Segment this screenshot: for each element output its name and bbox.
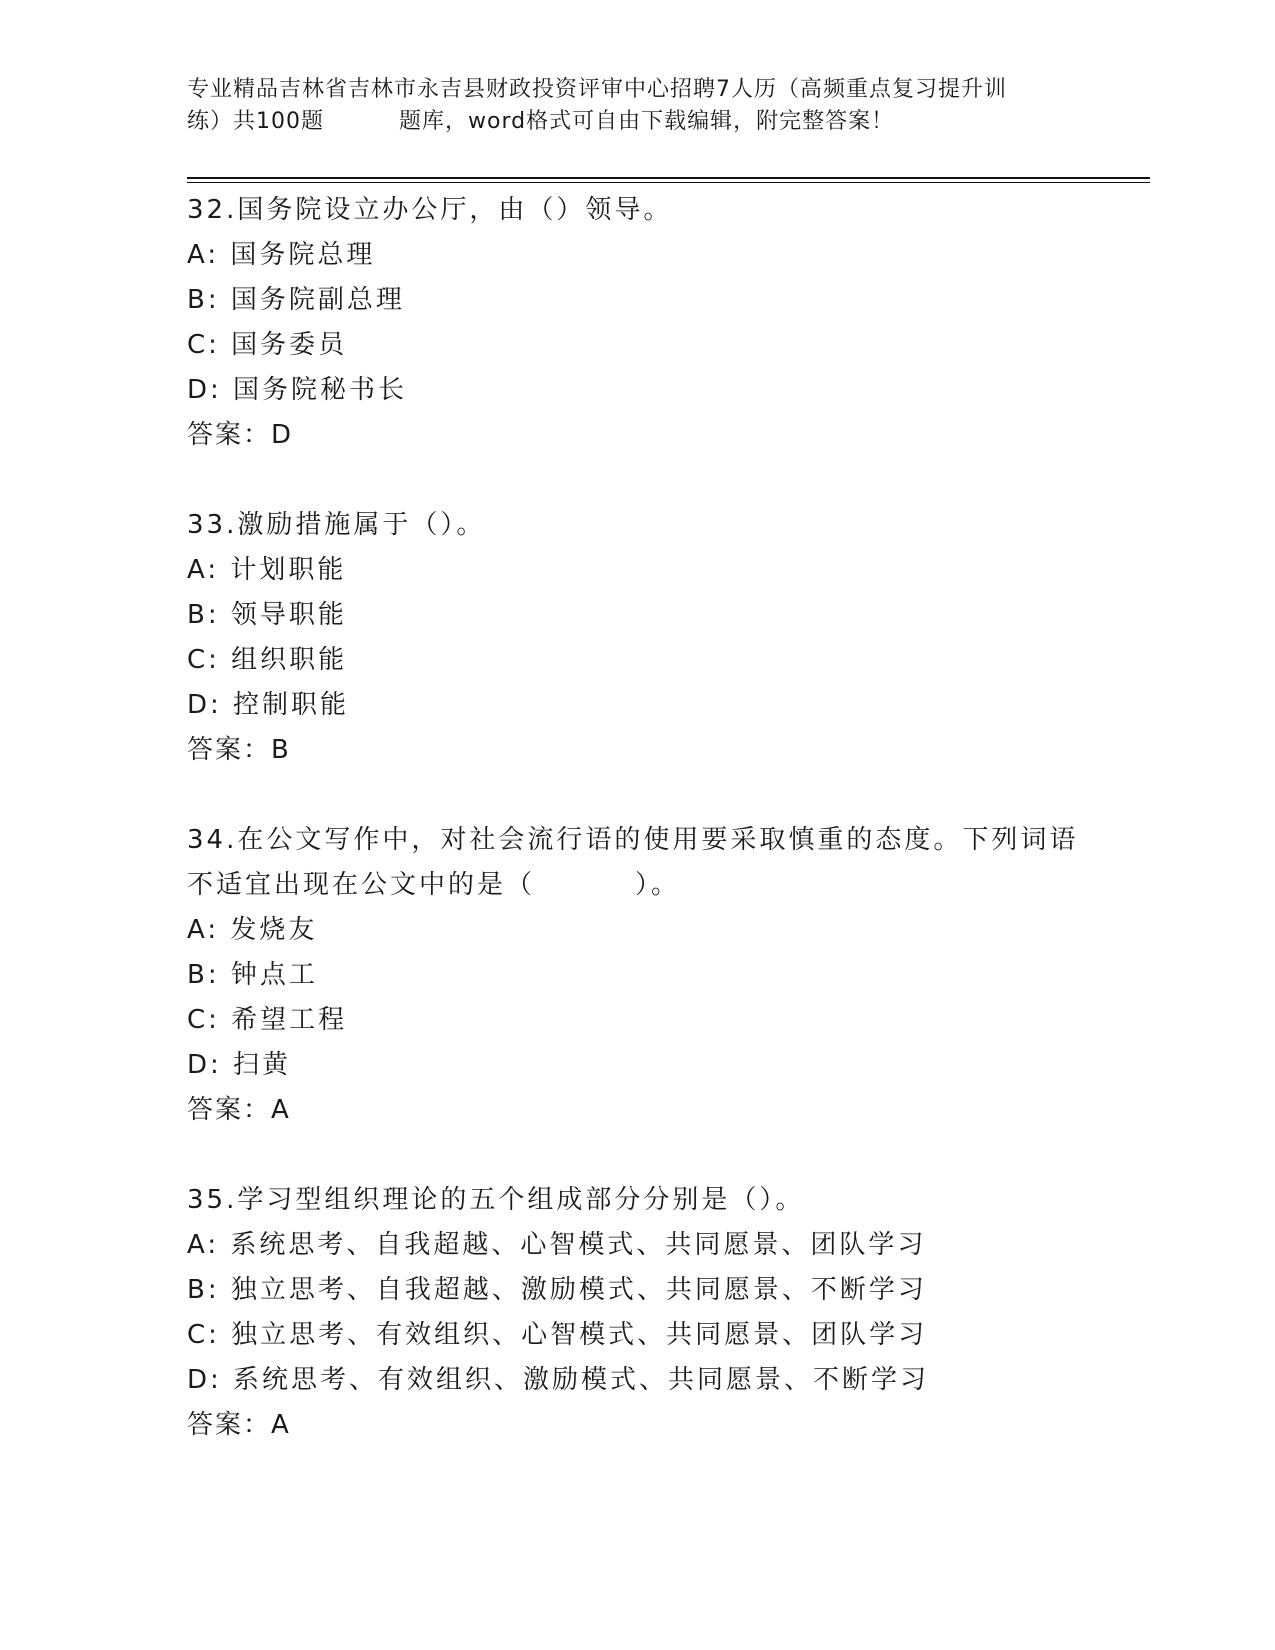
document-header	[187, 74, 1087, 138]
question-33	[187, 503, 1087, 773]
option-c: C: 希望工程	[187, 1005, 348, 1035]
option-d: D: 系统思考、有效组织、激励模式、共同愿景、不断学习	[187, 1365, 930, 1395]
option-a: A: 发烧友	[187, 915, 318, 945]
question-stem-line-1: 34.在公文写作中，对社会流行语的使用要采取慎重的态度。下列词语	[187, 825, 1079, 855]
question-32	[187, 188, 1087, 458]
answer-line: 答案：A	[187, 1095, 291, 1125]
header-divider-thick	[187, 177, 1150, 179]
question-35	[187, 1178, 1087, 1448]
option-d: D: 控制职能	[187, 690, 350, 720]
question-stem-part-a: 不适宜出现在公文中的是（	[187, 870, 536, 900]
answer-line: 答案：A	[187, 1410, 291, 1440]
header-divider-thin	[187, 182, 1150, 183]
header-line-2	[187, 106, 1087, 138]
option-c: C: 独立思考、有效组织、心智模式、共同愿景、团队学习	[187, 1320, 928, 1350]
question-stem: 35.学习型组织理论的五个组成部分分别是（）。	[187, 1185, 805, 1215]
question-stem: 32.国务院设立办公厅，由（）领导。	[187, 195, 673, 225]
question-stem-part-b: ）。	[635, 870, 681, 900]
option-a: A: 国务院总理	[187, 240, 376, 270]
option-b: B: 独立思考、自我超越、激励模式、共同愿景、不断学习	[187, 1275, 927, 1305]
question-list	[187, 188, 1087, 1448]
option-d: D: 国务院秘书长	[187, 375, 408, 405]
question-stem: 33.激励措施属于（）。	[187, 510, 486, 540]
option-c: C: 国务委员	[187, 330, 348, 360]
question-34	[187, 818, 1087, 1133]
header-line-2-part-a: 练）共100题	[187, 109, 324, 134]
answer-line: 答案：B	[187, 735, 291, 765]
option-a: A: 系统思考、自我超越、心智模式、共同愿景、团队学习	[187, 1230, 927, 1260]
option-b: B: 钟点工	[187, 960, 318, 990]
question-stem-line-2	[187, 863, 1087, 908]
answer-line: 答案：D	[187, 420, 294, 450]
header-line-2-part-b: 题库，word格式可自由下载编辑，附完整答案！	[399, 109, 895, 134]
header-line-1: 专业精品吉林省吉林市永吉县财政投资评审中心招聘7人历（高频重点复习提升训	[187, 77, 1007, 102]
option-d: D: 扫黄	[187, 1050, 292, 1080]
option-b: B: 领导职能	[187, 600, 347, 630]
option-c: C: 组织职能	[187, 645, 348, 675]
option-b: B: 国务院副总理	[187, 285, 405, 315]
option-a: A: 计划职能	[187, 555, 347, 585]
